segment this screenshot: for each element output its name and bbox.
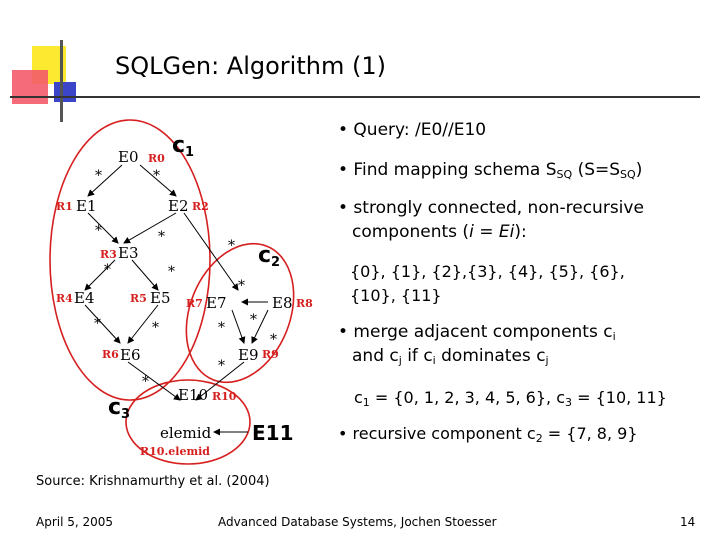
logo-blue-square: [54, 82, 76, 102]
svg-text:*: *: [94, 316, 101, 332]
title-divider-line: [10, 96, 700, 98]
node-r7: R7: [186, 297, 203, 310]
components-list-line2: {10}, {11}: [350, 286, 442, 305]
svg-text:*: *: [218, 320, 225, 336]
node-r2: R2: [192, 200, 209, 213]
node-e1: E1: [76, 197, 97, 215]
label-c2: c2: [258, 243, 281, 270]
svg-text:*: *: [152, 320, 159, 336]
node-e9: E9: [238, 346, 259, 364]
node-e4: E4: [74, 289, 95, 307]
node-e2: E2: [168, 197, 189, 215]
node-r9: R9: [262, 348, 279, 361]
svg-text:*: *: [142, 374, 149, 390]
node-r10-elemid: R10.elemid: [140, 445, 210, 458]
footer-date: April 5, 2005: [36, 515, 114, 529]
label-c3: c3: [108, 395, 131, 422]
label-e11: E11: [252, 421, 294, 445]
node-e8: E8: [272, 294, 293, 312]
svg-text:*: *: [104, 262, 111, 278]
svg-text:*: *: [218, 358, 225, 374]
svg-text:*: *: [153, 168, 160, 184]
node-e3: E3: [118, 244, 139, 262]
components-list-line1: {0}, {1}, {2},{3}, {4}, {5}, {6},: [350, 262, 625, 281]
bullet-query: • Query: /E0//E10: [338, 120, 487, 140]
node-r8: R8: [296, 297, 313, 310]
bullet-recursive-component: • recursive component $c_2 = \{7$, 8, 9}: [338, 424, 638, 445]
svg-text:*: *: [95, 168, 102, 184]
node-elemid: elemid: [160, 424, 212, 442]
schema-graph: [40, 115, 330, 470]
svg-text:*: *: [158, 229, 165, 245]
slide-title: SQLGen: Algorithm (1): [115, 52, 386, 80]
bullet-strongly-connected: • strongly connected, non-recursive: [338, 198, 644, 218]
footer-course: Advanced Database Systems, Jochen Stoesser: [218, 515, 497, 529]
source-citation: Source: Krishnamurthy et al. (2004): [36, 474, 270, 489]
node-r0: R0: [148, 152, 165, 165]
node-r5: R5: [130, 292, 147, 305]
node-r4: R4: [56, 292, 73, 305]
node-r1: R1: [56, 200, 73, 213]
component-c2-ellipse: [167, 228, 314, 399]
node-r6: R6: [102, 348, 119, 361]
node-e7: E7: [206, 294, 227, 312]
node-e5: E5: [150, 289, 171, 307]
svg-text:*: *: [95, 223, 102, 239]
node-r10: R10: [212, 390, 237, 403]
svg-text:*: *: [238, 278, 245, 294]
node-e10: E10: [178, 386, 209, 404]
svg-text:*: *: [270, 332, 277, 348]
c1-c3-definition: $c_1 = \{0$, 1, 2, 3, 4, 5, 6}, $c_3 = \{10$, 11}: [354, 388, 667, 409]
bullet-find-mapping: • Find mapping schema $S_{SQ}$ $(S=S_{SQ})$: [338, 160, 643, 181]
svg-text:*: *: [168, 264, 175, 280]
bullet-merge-line2: and $c_j$ if $c_i$ dominates $c_j$: [352, 346, 549, 367]
logo-red-square: [12, 70, 48, 104]
logo-vertical-line: [60, 40, 63, 122]
svg-text:*: *: [228, 238, 235, 254]
bullet-strongly-connected-line2: components (i = Ei):: [352, 222, 527, 242]
node-r3: R3: [100, 248, 117, 261]
svg-text:*: *: [250, 312, 257, 328]
node-e6: E6: [120, 346, 141, 364]
page-number: 14: [680, 515, 696, 529]
label-c1: c1: [172, 133, 195, 160]
node-e0: E0: [118, 148, 139, 166]
bullet-merge: • merge adjacent components $c_i$: [338, 322, 616, 343]
